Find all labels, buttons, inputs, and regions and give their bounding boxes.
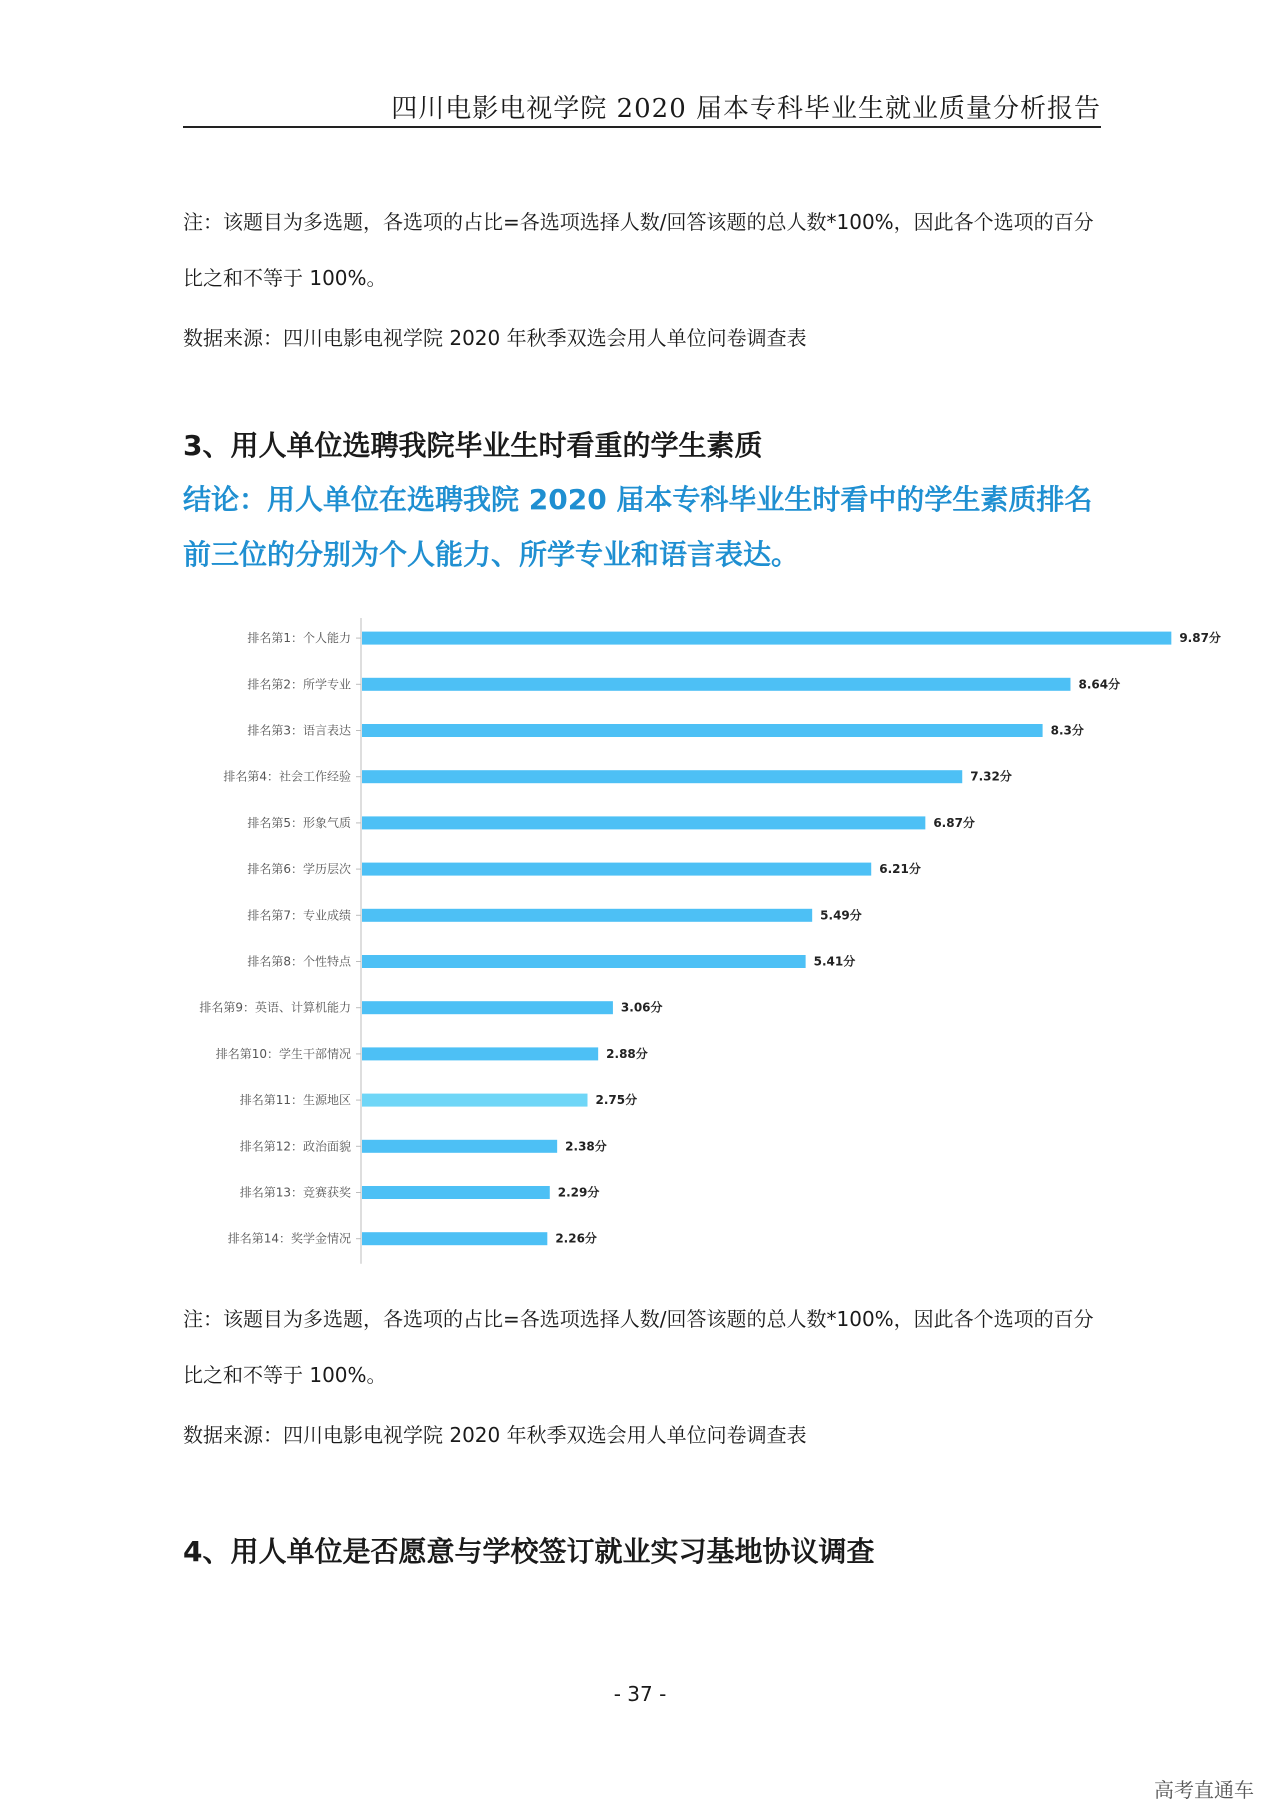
- data-source-bottom: 数据来源：四川电影电视学院 2020 年秋季双选会用人单位问卷调查表: [183, 1423, 807, 1447]
- chart-value-label: 6.21分: [879, 862, 921, 877]
- chart-bar: [362, 1140, 557, 1153]
- chart-category-label: 排名第10：学生干部情况: [215, 1046, 351, 1061]
- chart-value-label: 7.32分: [970, 769, 1012, 784]
- chart-value-label: 5.41分: [813, 954, 856, 969]
- section-3-conclusion: 结论：用人单位在选聘我院 2020 届本专科毕业生时看中的学生素质排名前三位的分别为个人能力、所学专业和语言表达。: [183, 483, 1093, 571]
- chart-bar: [362, 955, 806, 968]
- chart-bar: [362, 1001, 613, 1014]
- chart-value-label: 8.64分: [1078, 677, 1121, 692]
- chart-category-label: 排名第2：所学专业: [247, 677, 351, 692]
- chart-value-label: 9.87分: [1179, 631, 1221, 646]
- chart-category-label: 排名第4：社会工作经验: [223, 769, 351, 784]
- note-paragraph-top: 注：该题目为多选题，各选项的占比=各选项选择人数/回答该题的总人数*100%，因此各个选项的百分比之和不等于 100%。: [183, 210, 1094, 290]
- chart-bar: [362, 770, 962, 783]
- chart-value-label: 3.06分: [620, 1000, 663, 1015]
- chart-value-label: 2.26分: [555, 1231, 597, 1246]
- page-header-title: 四川电影电视学院 2020 届本专科毕业生就业质量分析报告: [391, 94, 1101, 124]
- chart-category-label: 排名第1：个人能力: [247, 631, 351, 646]
- chart-bar: [362, 678, 1070, 691]
- chart-value-label: 5.49分: [820, 908, 862, 923]
- chart-value-label: 2.88分: [606, 1046, 648, 1061]
- chart-value-label: 8.3分: [1050, 723, 1084, 738]
- chart-category-label: 排名第5：形象气质: [247, 815, 351, 830]
- chart-value-label: 6.87分: [933, 815, 975, 830]
- chart-bar: [362, 1094, 588, 1107]
- note-paragraph-bottom: 注：该题目为多选题，各选项的占比=各选项选择人数/回答该题的总人数*100%，因此各个选项的百分比之和不等于 100%。: [183, 1307, 1094, 1387]
- section-4-heading: 4、用人单位是否愿意与学校签订就业实习基地协议调查: [183, 1535, 875, 1568]
- chart-category-label: 排名第13：竞赛获奖: [239, 1185, 351, 1200]
- chart-bar: [362, 1047, 598, 1060]
- data-source-top: 数据来源：四川电影电视学院 2020 年秋季双选会用人单位问卷调查表: [183, 326, 807, 350]
- chart-category-label: 排名第11：生源地区: [239, 1093, 351, 1108]
- chart-value-label: 2.75分: [595, 1093, 638, 1108]
- chart-bar: [362, 816, 925, 829]
- chart-category-label: 排名第3：语言表达: [247, 723, 351, 738]
- student-quality-ranking-chart: [183, 610, 1221, 1270]
- chart-category-label: 排名第8：个性特点: [247, 954, 351, 969]
- chart-value-label: 2.38分: [565, 1139, 607, 1154]
- chart-category-label: 排名第7：专业成绩: [247, 908, 351, 923]
- chart-category-label: 排名第6：学历层次: [247, 862, 351, 877]
- chart-bar: [362, 1186, 550, 1199]
- chart-value-label: 2.29分: [557, 1185, 600, 1200]
- chart-bar: [362, 1232, 547, 1245]
- chart-bar: [362, 632, 1171, 645]
- chart-bar: [362, 863, 871, 876]
- watermark: 高考直通车: [1154, 1778, 1254, 1802]
- chart-category-label: 排名第12：政治面貌: [239, 1139, 351, 1154]
- chart-bar: [362, 909, 812, 922]
- chart-category-label: 排名第14：奖学金情况: [227, 1231, 351, 1246]
- header-divider: [183, 126, 1101, 128]
- page-number: - 37 -: [613, 1682, 667, 1706]
- chart-bar: [362, 724, 1043, 737]
- section-3-heading: 3、用人单位选聘我院毕业生时看重的学生素质: [183, 429, 763, 462]
- chart-category-label: 排名第9：英语、计算机能力: [199, 1000, 351, 1015]
